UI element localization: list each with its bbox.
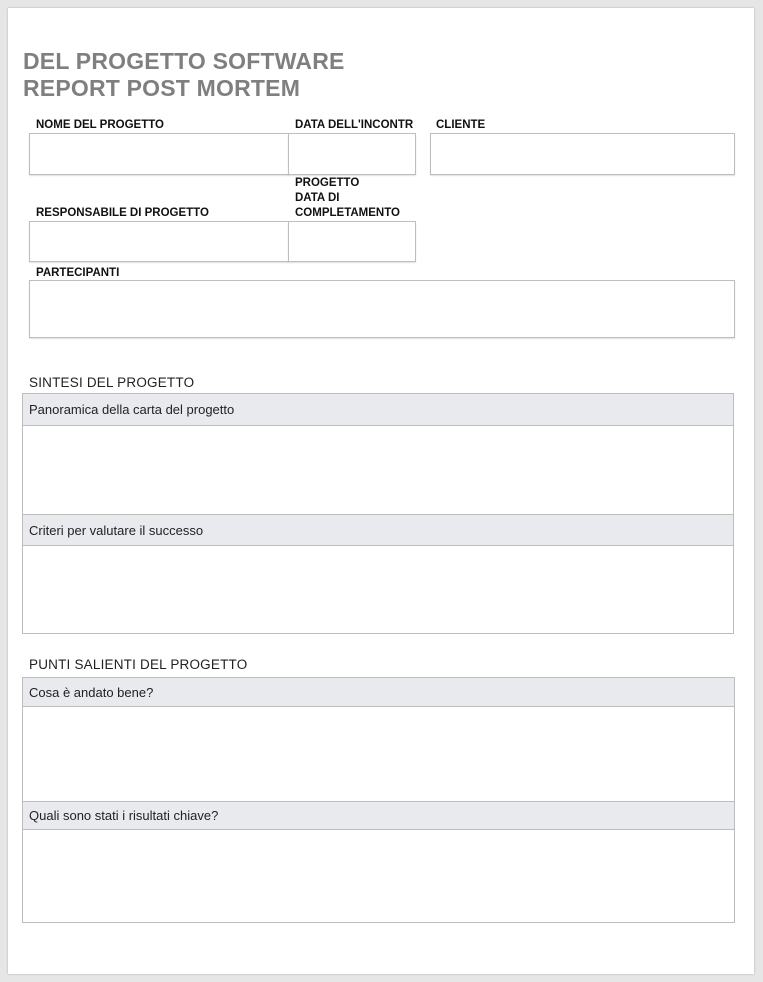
client-label: CLIENTE: [436, 119, 486, 131]
title-line-1: DEL PROGETTO SOFTWARE: [23, 48, 345, 74]
highlights-row-header: [23, 678, 734, 707]
highlights-row-label: Quali sono stati i risultati chiave?: [29, 808, 219, 823]
meeting-date-label: DATA DELL'INCONTR: [295, 119, 414, 131]
summary-row-body[interactable]: [23, 426, 733, 515]
completion-date-label-3: COMPLETAMENTO: [295, 207, 400, 219]
summary-row-header: [23, 515, 733, 546]
highlights-table: [22, 677, 735, 923]
participants-field[interactable]: [29, 280, 735, 338]
summary-row-label: Panoramica della carta del progetto: [29, 402, 235, 417]
project-name-label: NOME DEL PROGETTO: [36, 119, 165, 131]
project-name-field[interactable]: [29, 133, 289, 175]
completion-date-field[interactable]: [288, 221, 416, 262]
client-field[interactable]: [430, 133, 735, 175]
title-line-2: REPORT POST MORTEM: [23, 75, 301, 101]
project-manager-label: RESPONSABILE DI PROGETTO: [36, 207, 209, 219]
summary-row-label: Criteri per valutare il successo: [29, 522, 204, 538]
completion-date-label-2: DATA DI: [295, 192, 340, 204]
highlights-heading: PUNTI SALIENTI DEL PROGETTO: [29, 657, 248, 672]
summary-heading: SINTESI DEL PROGETTO: [29, 375, 195, 390]
summary-table: [22, 393, 734, 634]
highlights-row-body[interactable]: [23, 707, 734, 802]
participants-label: PARTECIPANTI: [36, 267, 120, 279]
highlights-row-body[interactable]: [23, 830, 734, 922]
completion-date-label-1: PROGETTO: [295, 177, 360, 189]
highlights-row-label: Cosa è andato bene?: [29, 684, 154, 700]
document-title: [23, 48, 345, 102]
meeting-date-field[interactable]: [288, 133, 416, 175]
project-manager-field[interactable]: [29, 221, 289, 262]
highlights-row-header: [23, 802, 734, 830]
summary-row-body[interactable]: [23, 546, 733, 633]
summary-row-header: [23, 394, 733, 426]
document-page: [8, 8, 754, 974]
